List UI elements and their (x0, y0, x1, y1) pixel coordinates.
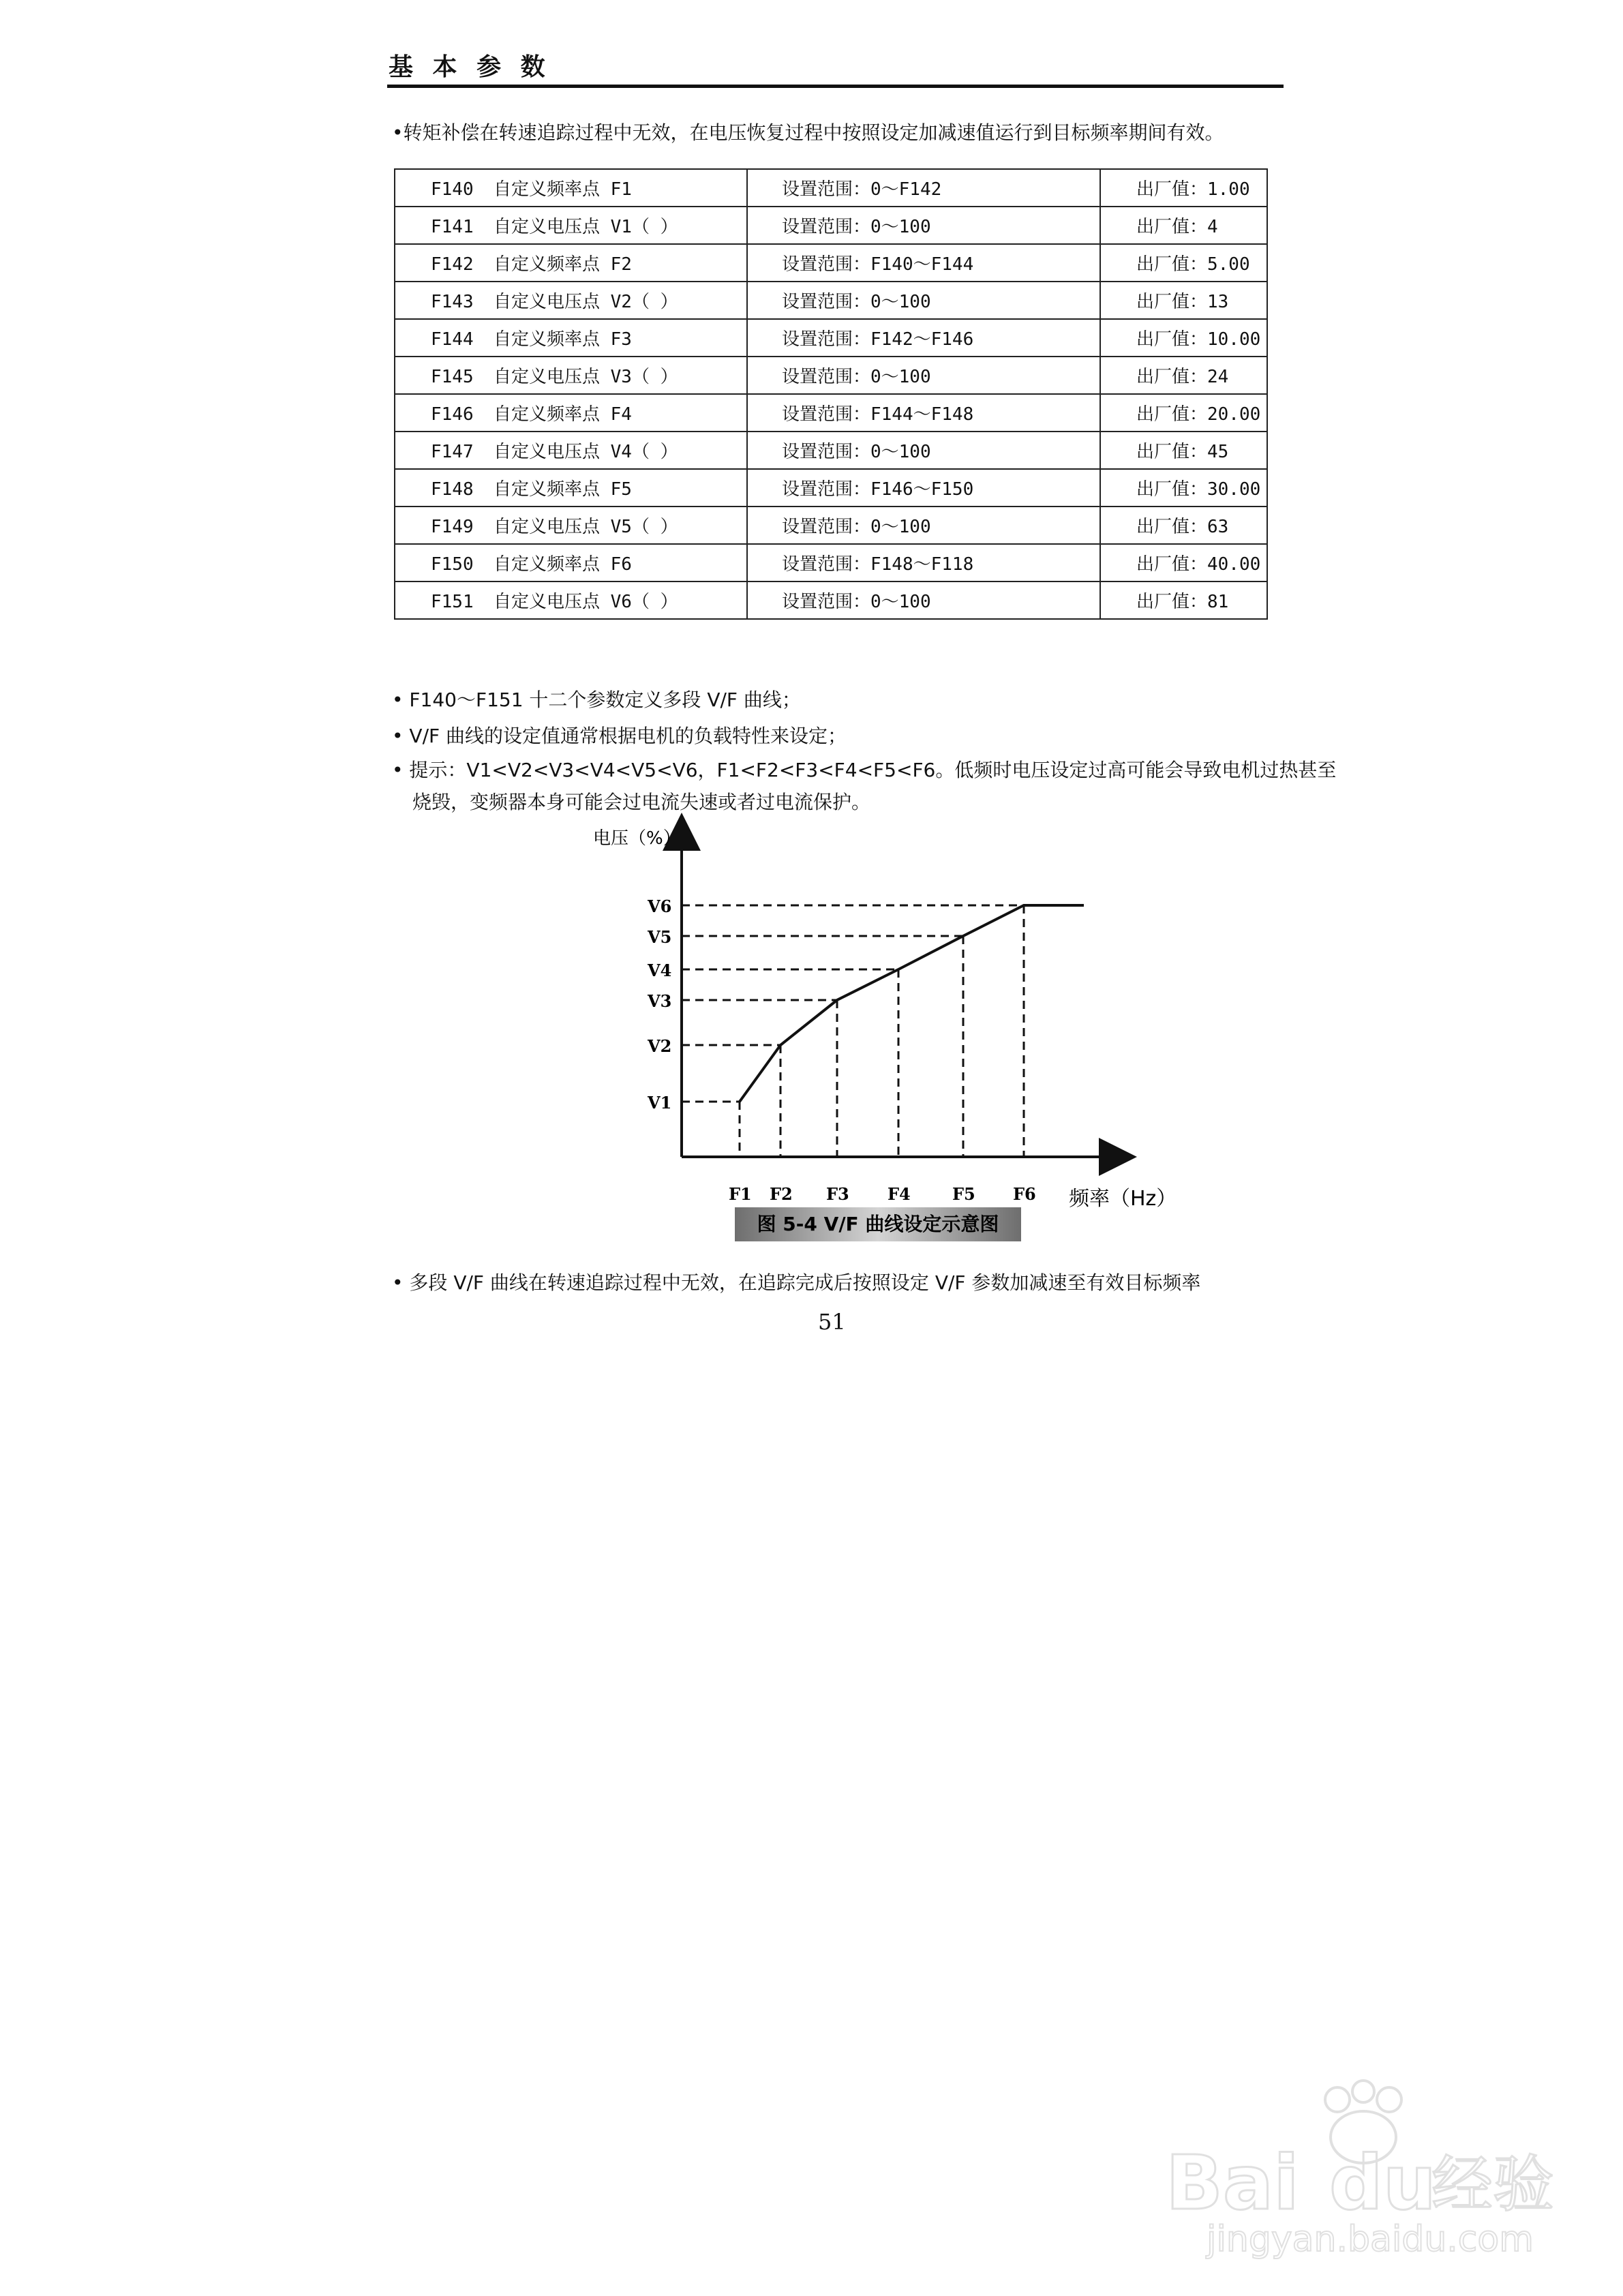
footer-note: • 多段 V/F 曲线在转速追踪过程中无效，在追踪完成后按照设定 V/F 参数加减速至有效目标频率 (392, 1271, 1201, 1294)
param-code: F142 (431, 254, 474, 275)
param-code: F151 (431, 592, 474, 612)
f-label-5: F5 (952, 1184, 975, 1204)
page-header-title: 基 本 参 数 (389, 53, 551, 81)
param-range: 设置范围：0～100 (747, 282, 1100, 319)
param-row (395, 282, 1267, 319)
param-row (395, 432, 1267, 469)
param-name-cell (395, 469, 747, 507)
param-code: F149 (431, 517, 474, 537)
param-name: 自定义电压点 V2（ ） (494, 292, 678, 312)
header-rule (387, 85, 1284, 88)
param-default: 出厂值：30.00 (1100, 469, 1267, 507)
param-default: 出厂值：81 (1100, 581, 1267, 619)
watermark-text-bai: Bai (1166, 2139, 1299, 2226)
intro-text: •转矩补偿在转速追踪过程中无效，在电压恢复过程中按照设定加减速值运行到目标频率期间有效。 (392, 121, 1224, 144)
param-name: 自定义频率点 F5 (494, 479, 632, 500)
param-range: 设置范围：F148～F118 (747, 544, 1100, 581)
param-default: 出厂值：24 (1100, 357, 1267, 394)
param-default: 出厂值：10.00 (1100, 319, 1267, 357)
param-row (395, 244, 1267, 282)
f-label-6: F6 (1013, 1184, 1036, 1204)
param-code: F141 (431, 217, 474, 237)
param-name: 自定义电压点 V3（ ） (494, 367, 678, 387)
watermark-url: jingyan.baidu.com (1207, 2219, 1534, 2260)
note-3-line-2: 烧毁，变频器本身可能会过电流失速或者过电流保护。 (412, 791, 871, 813)
vf-curve-figure (573, 818, 1177, 1254)
v-label-3: V3 (648, 991, 672, 1011)
param-default: 出厂值：13 (1100, 282, 1267, 319)
y-axis-label: 电压（%） (593, 828, 681, 849)
param-name-cell (395, 169, 747, 207)
param-code: F150 (431, 554, 474, 575)
param-default: 出厂值：45 (1100, 432, 1267, 469)
v-label-2: V2 (648, 1036, 672, 1056)
param-name-cell (395, 244, 747, 282)
param-row (395, 581, 1267, 619)
param-default: 出厂值：5.00 (1100, 244, 1267, 282)
param-range: 设置范围：0～100 (747, 507, 1100, 544)
param-name-cell (395, 581, 747, 619)
param-row (395, 357, 1267, 394)
note-2: • V/F 曲线的设定值通常根据电机的负载特性来设定； (392, 725, 847, 747)
v-label-6: V6 (648, 896, 672, 916)
param-name: 自定义频率点 F1 (494, 179, 632, 200)
baidu-watermark (1159, 2072, 1568, 2263)
paw-icon (1325, 2087, 1350, 2112)
param-name-cell (395, 357, 747, 394)
param-name: 自定义频率点 F4 (494, 404, 632, 425)
param-name: 自定义电压点 V5（ ） (494, 517, 678, 537)
parameter-table (394, 168, 1268, 620)
f-label-1: F1 (729, 1184, 752, 1204)
param-default: 出厂值：1.00 (1100, 169, 1267, 207)
param-row (395, 469, 1267, 507)
param-code: F148 (431, 479, 474, 500)
param-name: 自定义电压点 V4（ ） (494, 442, 678, 462)
param-name: 自定义频率点 F6 (494, 554, 632, 575)
param-code: F146 (431, 404, 474, 425)
v-label-5: V5 (648, 927, 672, 947)
watermark-text-jingyan: 经验 (1431, 2149, 1554, 2220)
param-row (395, 169, 1267, 207)
param-row (395, 507, 1267, 544)
param-default: 出厂值：63 (1100, 507, 1267, 544)
param-name: 自定义电压点 V1（ ） (494, 217, 678, 237)
param-name-cell (395, 207, 747, 244)
x-axis-label: 频率（Hz） (1069, 1187, 1177, 1211)
param-row (395, 207, 1267, 244)
param-range: 设置范围：0～100 (747, 432, 1100, 469)
page-number: 51 (818, 1309, 846, 1335)
param-name-cell (395, 544, 747, 581)
param-range: 设置范围：F142～F146 (747, 319, 1100, 357)
param-code: F145 (431, 367, 474, 387)
param-default: 出厂值：20.00 (1100, 394, 1267, 432)
param-code: F143 (431, 292, 474, 312)
param-code: F147 (431, 442, 474, 462)
param-default: 出厂值：40.00 (1100, 544, 1267, 581)
figure-caption: 图 5-4 V/F 曲线设定示意图 (735, 1207, 1021, 1241)
f-label-4: F4 (888, 1184, 911, 1204)
v-label-4: V4 (648, 961, 672, 980)
param-name-cell (395, 394, 747, 432)
f-label-2: F2 (770, 1184, 793, 1204)
param-name: 自定义频率点 F3 (494, 329, 632, 350)
param-name: 自定义电压点 V6（ ） (494, 592, 678, 612)
param-code: F144 (431, 329, 474, 350)
param-name-cell (395, 432, 747, 469)
param-name-cell (395, 282, 747, 319)
param-range: 设置范围：F140～F144 (747, 244, 1100, 282)
param-range: 设置范围：0～100 (747, 581, 1100, 619)
param-default: 出厂值：4 (1100, 207, 1267, 244)
param-row (395, 319, 1267, 357)
param-name: 自定义频率点 F2 (494, 254, 632, 275)
param-row (395, 544, 1267, 581)
param-range: 设置范围：F144～F148 (747, 394, 1100, 432)
param-row (395, 394, 1267, 432)
param-name-cell (395, 507, 747, 544)
param-range: 设置范围：F146～F150 (747, 469, 1100, 507)
param-range: 设置范围：0～100 (747, 357, 1100, 394)
watermark-text-du: du (1329, 2139, 1437, 2226)
param-code: F140 (431, 179, 474, 200)
note-3-line-1: • 提示：V1<V2<V3<V4<V5<V6，F1<F2<F3<F4<F5<F6。低频时电压设定过高可能会导致电机过热甚至 (392, 759, 1337, 781)
vf-curve (740, 905, 1084, 1102)
f-label-3: F3 (826, 1184, 849, 1204)
param-range: 设置范围：0～100 (747, 207, 1100, 244)
param-range: 设置范围：0～F142 (747, 169, 1100, 207)
param-name-cell (395, 319, 747, 357)
v-label-1: V1 (648, 1093, 672, 1113)
note-1: • F140～F151 十二个参数定义多段 V/F 曲线； (392, 689, 801, 711)
